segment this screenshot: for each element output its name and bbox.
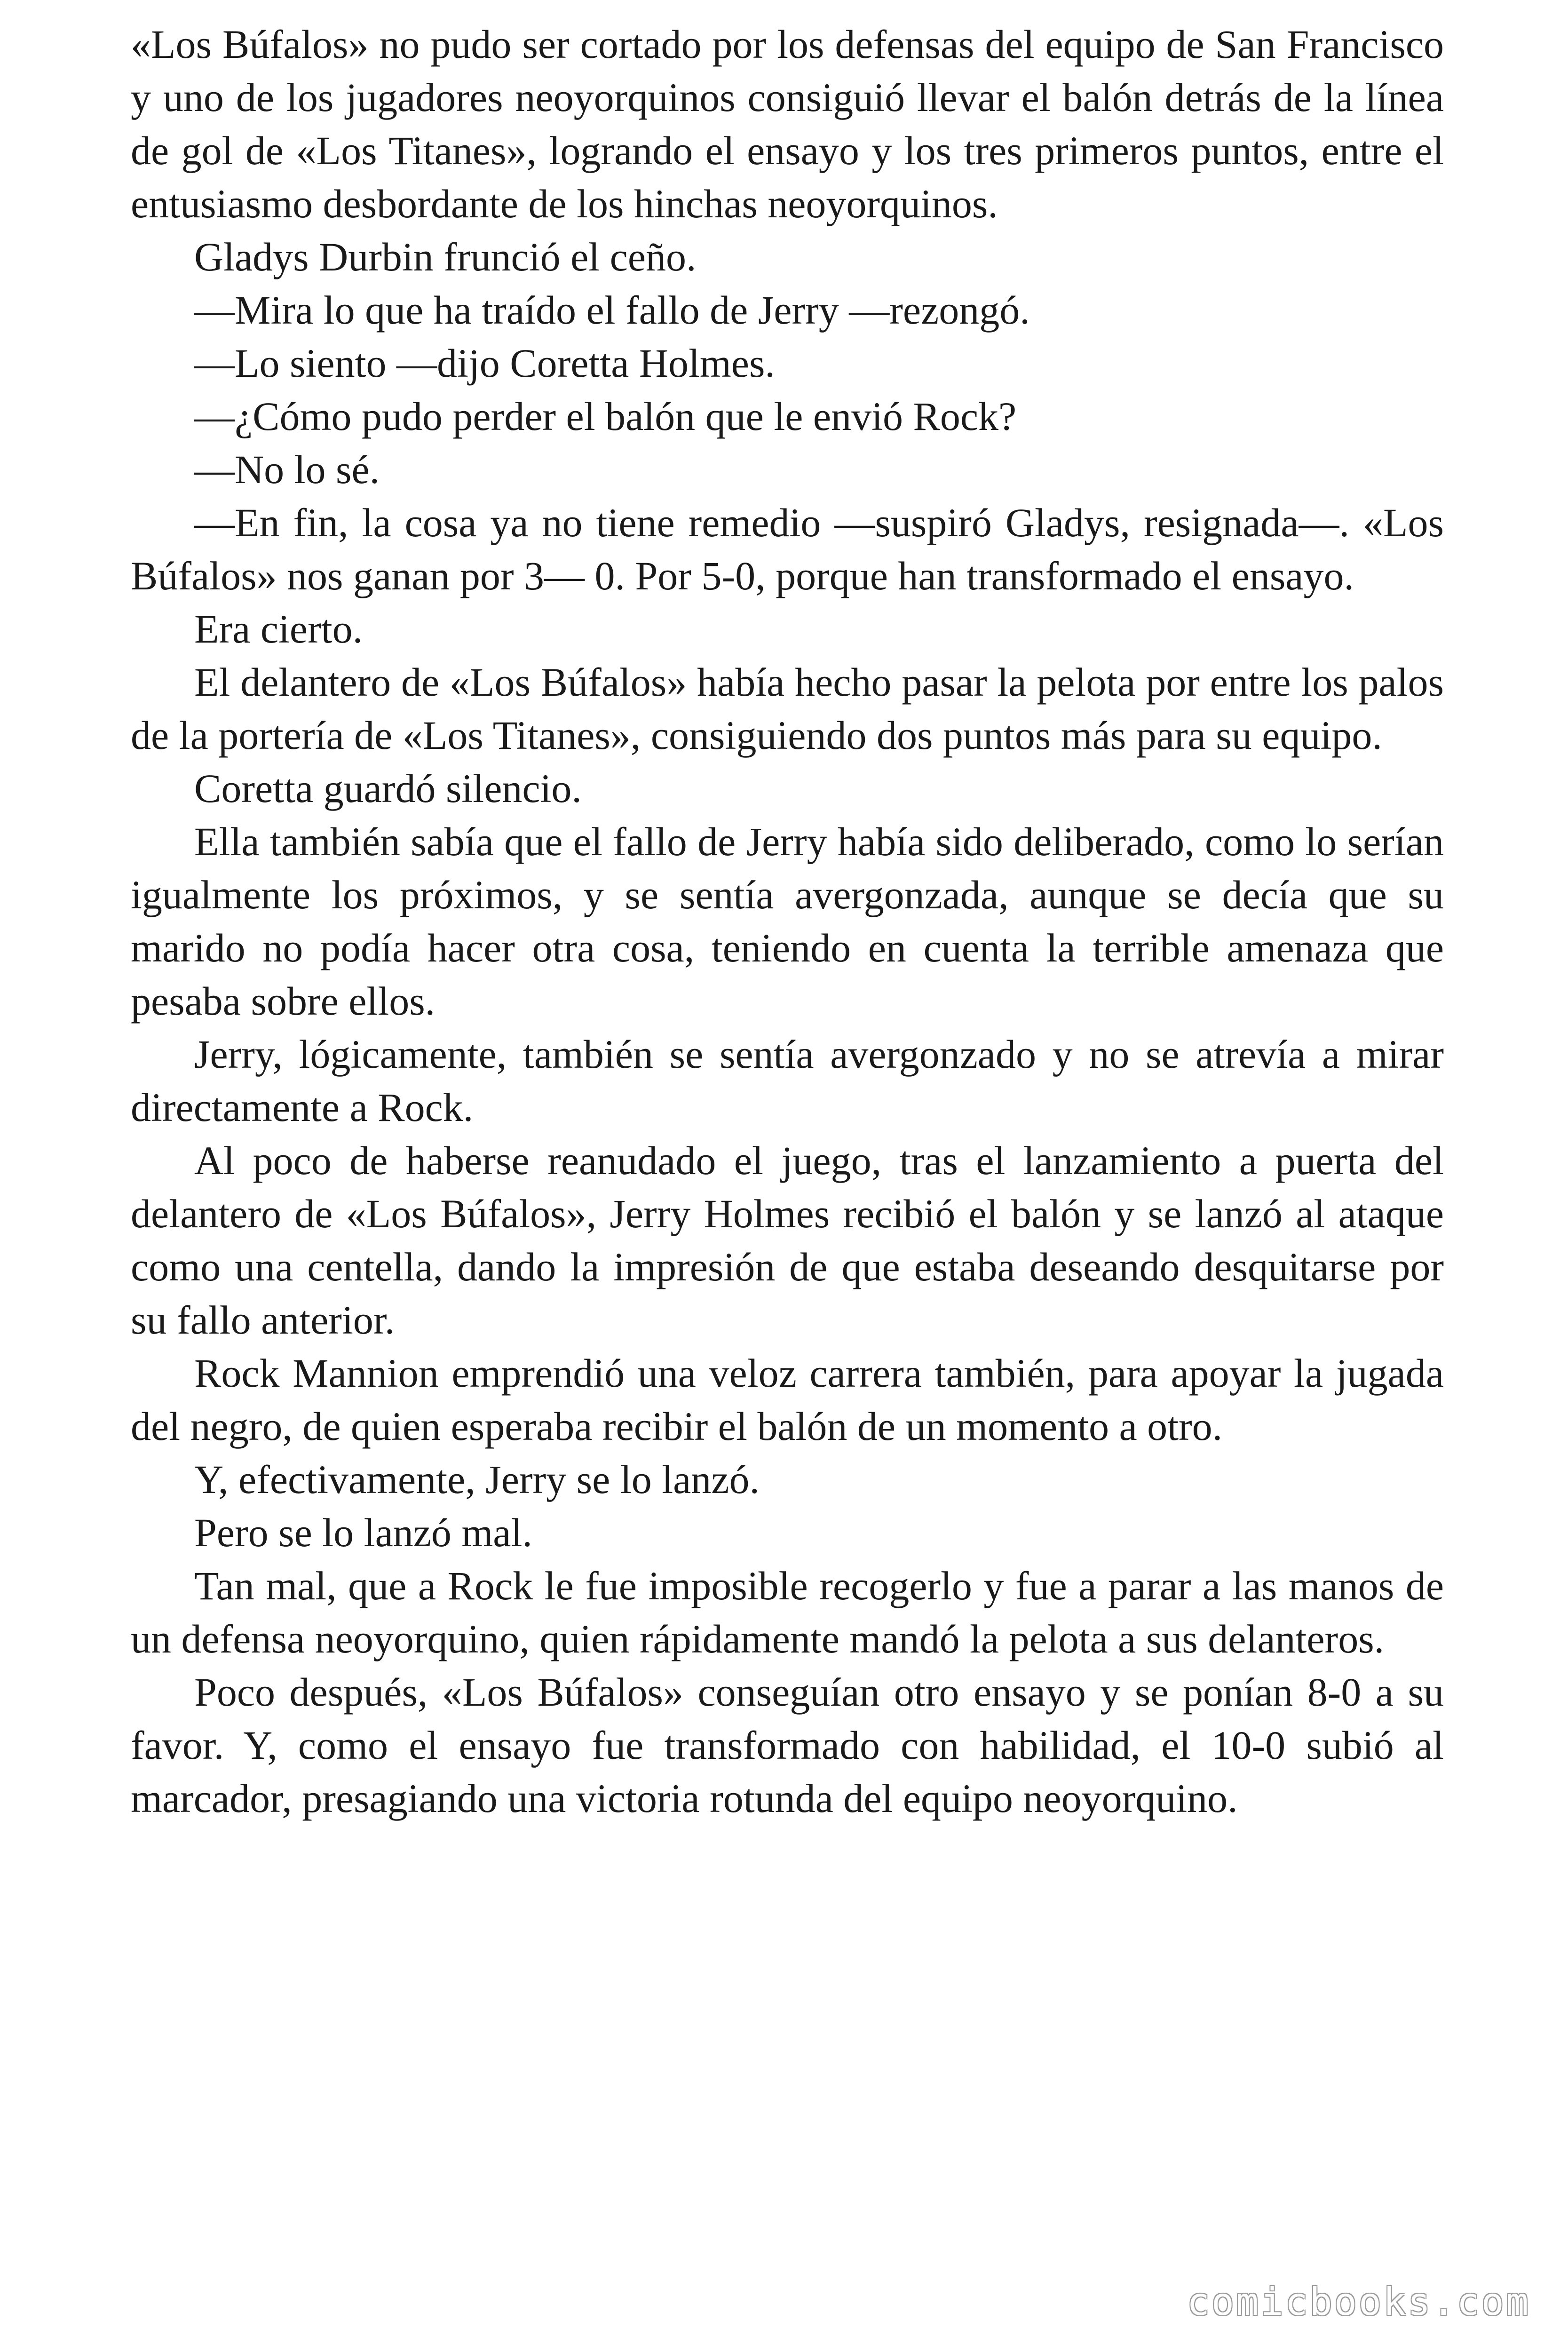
paragraph: Pero se lo lanzó mal.	[194, 1510, 532, 1555]
paragraph: —Mira lo que ha traído el fallo de Jerry —rezongó.	[194, 287, 1030, 333]
paragraph: —En fin, la cosa ya no tiene remedio —suspiró Gladys, resignada—. «Los Búfalos» nos ganan por 3— 0. Por 5-0, porque han transformado el ensayo.	[131, 500, 1444, 598]
paragraph: —Lo siento —dijo Coretta Holmes.	[194, 341, 775, 386]
paragraph: Jerry, lógicamente, también se sentía avergonzado y no se atrevía a mirar directamente a Rock.	[131, 1032, 1444, 1130]
paragraph: —¿Cómo pudo perder el balón que le envió Rock?	[194, 394, 1017, 439]
paragraph: Poco después, «Los Búfalos» conseguían otro ensayo y se ponían 8-0 a su favor. Y, como el ensayo fue transformado con habilidad, el 10-0 subió al marcador, presagiando una victoria rotunda del equipo neoyorquino.	[131, 1669, 1444, 1821]
paragraph: —No lo sé.	[194, 447, 380, 492]
paragraph: Ella también sabía que el fallo de Jerry había sido deliberado, como lo serían igualmente los próximos, y se sentía avergonzada, aunque se decía que su marido no podía hacer otra cosa, teniendo en cuenta la terrible amenaza que pesaba sobre ellos.	[131, 819, 1444, 1024]
paragraph: Coretta guardó silencio.	[194, 766, 582, 811]
paragraph: «Los Búfalos» no pudo ser cortado por los defensas del equipo de San Francisco y uno de los jugadores neoyorquinos consiguió llevar el balón detrás de la línea de gol de «Los Titanes», logrando el ensayo y los tres primeros puntos, entre el entusiasmo desbordante de los hinchas neoyorquinos.	[131, 22, 1444, 226]
paragraph: Gladys Durbin frunció el ceño.	[194, 234, 697, 279]
paragraph: Y, efectivamente, Jerry se lo lanzó.	[194, 1457, 760, 1502]
paragraph: Al poco de haberse reanudado el juego, tras el lanzamiento a puerta del delantero de «Los Búfalos», Jerry Holmes recibió el balón y se lanzó al ataque como una centella, dando la impresión de que estaba deseando desquitarse por su fallo anterior.	[131, 1138, 1444, 1343]
paragraph: Tan mal, que a Rock le fue imposible recogerlo y fue a parar a las manos de un defensa neoyorquino, quien rápidamente mandó la pelota a sus delanteros.	[131, 1563, 1444, 1661]
paragraph: Rock Mannion emprendió una veloz carrera también, para apoyar la jugada del negro, de quien esperaba recibir el balón de un momento a otro.	[131, 1351, 1444, 1449]
paragraph: Era cierto.	[194, 606, 363, 652]
paragraph: El delantero de «Los Búfalos» había hecho pasar la pelota por entre los palos de la portería de «Los Titanes», consiguiendo dos puntos más para su equipo.	[131, 660, 1444, 758]
page-text	[131, 18, 1444, 1825]
watermark: comicbooks.com	[1187, 2280, 1530, 2324]
